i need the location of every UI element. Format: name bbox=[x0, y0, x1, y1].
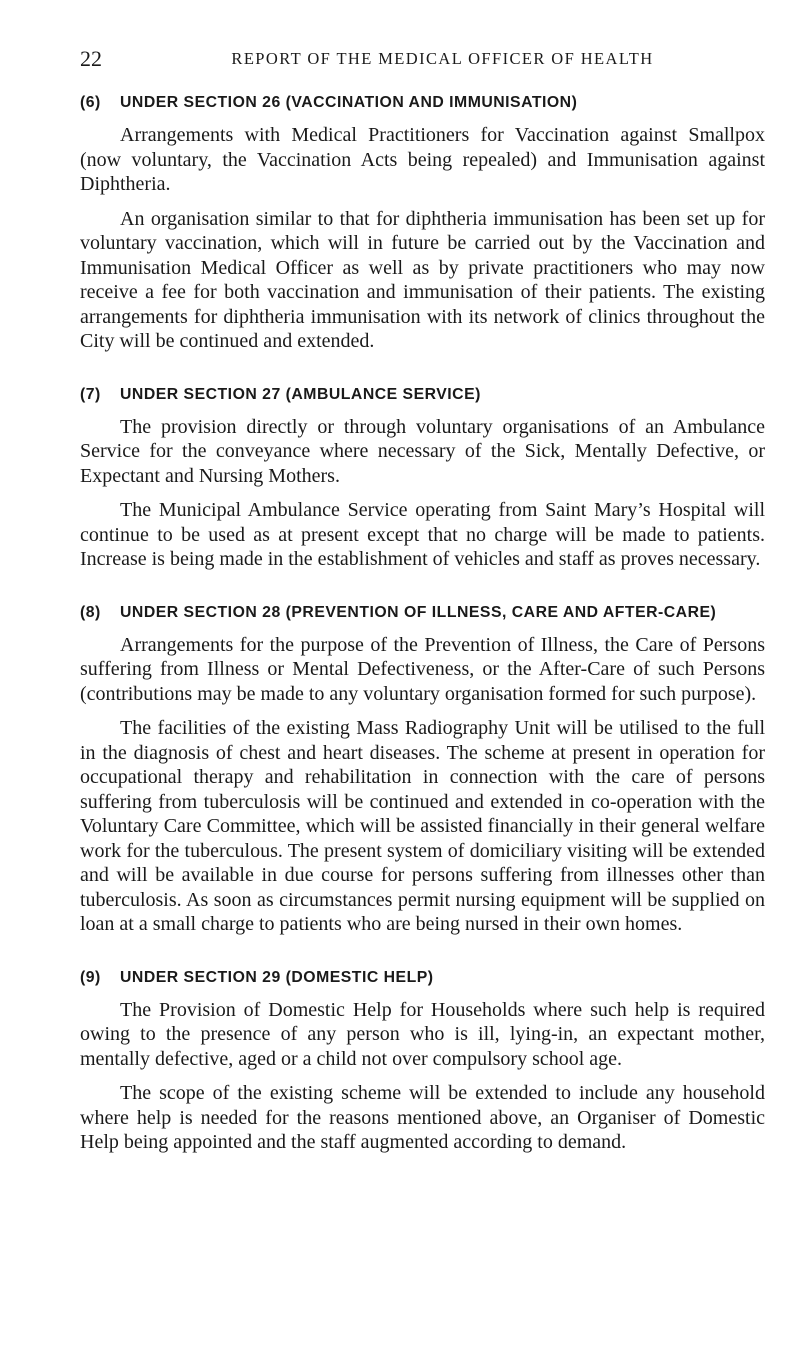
section-title: UNDER SECTION 26 (VACCINATION AND IMMUNISATION) bbox=[120, 94, 578, 111]
page-number: 22 bbox=[80, 46, 102, 71]
paragraph: The Municipal Ambulance Service operating from Saint Mary’s Hospital will continue to be used as at present except that no charge will be made to patients. Increase is being made in the establishment of vehicles and staff as proves necessary. bbox=[80, 499, 765, 570]
section-title: UNDER SECTION 28 (PREVENTION OF ILLNESS, CARE AND AFTER-CARE) bbox=[120, 603, 717, 621]
section-number: (7) bbox=[80, 385, 101, 403]
section-number: (6) bbox=[80, 94, 101, 111]
paragraph: The provision directly or through voluntary organisations of an Ambulance Service for the conveyance where necessary of the Sick, Mentally Defective, or Expectant and Nursing Mothers. bbox=[80, 415, 765, 487]
paragraph: An organisation similar to that for diphtheria immunisation has been set up for voluntary vaccination, which will in future be carried out by the Vaccination and Immunisation Medical Officer as well as by private practitioners who may now receive a fee for both vaccination and immunisation of their patients. The existing arrangements for diphtheria immunisation with its network of clinics throughout the City will be continued and extended. bbox=[80, 207, 765, 352]
section-number: (8) bbox=[80, 603, 101, 621]
paragraph: Arrangements with Medical Practitioners for Vaccination against Smallpox (now voluntary, the Vaccination Acts being repealed) and Immunisation against Diphtheria. bbox=[80, 124, 765, 195]
report-body bbox=[80, 92, 765, 1165]
section-heading bbox=[80, 602, 765, 623]
paragraph: The Provision of Domestic Help for Households where such help is required owing to the presence of any person who is ill, lying-in, an expectant mother, mentally defective, aged or a child not over compulsory school age. bbox=[80, 998, 765, 1070]
section-number: (9) bbox=[80, 968, 101, 986]
section-28-prevention-of-illness bbox=[80, 602, 765, 937]
section-heading bbox=[80, 967, 765, 988]
section-27-ambulance bbox=[80, 384, 765, 572]
section-heading bbox=[80, 384, 765, 405]
section-29-domestic-help bbox=[80, 967, 765, 1155]
paragraph: The scope of the existing scheme will be extended to include any household where help is needed for the reasons mentioned above, an Organiser of Domestic Help being appointed and the staff augmented according to demand. bbox=[80, 1082, 765, 1153]
section-26-vaccination bbox=[80, 92, 765, 354]
section-title: UNDER SECTION 29 (DOMESTIC HELP) bbox=[120, 968, 434, 986]
paragraph: Arrangements for the purpose of the Prevention of Illness, the Care of Persons suffering from Illness or Mental Defectiveness, or the After-Care of such Persons (contributions may be made to any voluntary organisation formed for such purpose). bbox=[80, 633, 765, 705]
section-heading bbox=[80, 92, 765, 113]
section-title: UNDER SECTION 27 (AMBULANCE SERVICE) bbox=[120, 385, 481, 403]
running-title: REPORT OF THE MEDICAL OFFICER OF HEALTH bbox=[231, 49, 654, 68]
running-header bbox=[80, 46, 765, 74]
paragraph: The facilities of the existing Mass Radiography Unit will be utilised to the full in the diagnosis of chest and heart diseases. The scheme at present in operation for occupational therapy and rehabilitation in connection with the care of persons suffering from tuberculosis will be continued and extended in co-operation with the Voluntary Care Committee, which will be assisted financially in their general welfare work for the tuberculous. The present system of domiciliary visiting will be extended and will be available in due course for persons suffering from illnesses other than tuberculosis. As soon as circumstances permit nursing equipment will be supplied on loan at a small charge to patients who are being nursed in their own homes. bbox=[80, 717, 765, 935]
